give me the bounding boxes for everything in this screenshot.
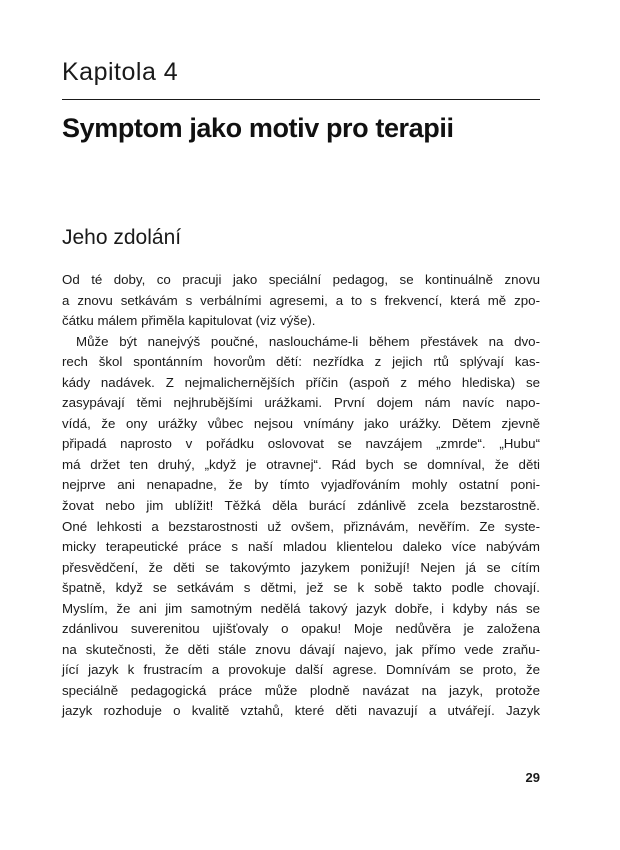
- text-line: jící jazyk k frustracím a provokuje další agrese. Domnívám se proto, že: [62, 662, 540, 678]
- text-line: připadá naprosto v pořádku oslovovat se navzájem „zmrde“. „Hubu“: [62, 436, 540, 452]
- text-line: jazyk rozhoduje o kvalitě vztahů, které děti navazují a utvářejí. Jazyk: [62, 703, 540, 719]
- body-text: [62, 270, 540, 722]
- text-line: rech škol spontánním hovorům dětí: nezřídka z jejich rtů splývají kas-: [62, 354, 540, 370]
- text-line: a znovu setkávám s verbálními agresemi, a to s frekvencí, která mě zpo-: [62, 292, 540, 308]
- chapter-rule: [62, 99, 540, 100]
- text-line: zasypávají těmi nejhrubějšími urážkami. První dojem nám navíc napo-: [62, 395, 540, 411]
- text-line: zdánlivou suverenitou ujišťovaly o opaku! Moje nedůvěra je založena: [62, 621, 540, 637]
- text-line: kády nadávek. Z nejmalichernějších příčin (aspoň z mého hlediska) se: [62, 374, 540, 390]
- text-line: čátku málem přiměla kapitulovat (viz výše).: [62, 313, 316, 329]
- chapter-title: Symptom jako motiv pro terapii: [62, 113, 454, 143]
- text-line: má držet ten druhý, „když je otravnej“. Rád bych se domníval, že děti: [62, 456, 540, 472]
- text-line: žovat nebo jim ublížit! Těžká děla burácí zdánlivě zcela bezstarostně.: [62, 498, 540, 514]
- text-line: speciálně pedagogická práce může plodně navázat na jazyk, protože: [62, 682, 540, 698]
- text-line: Od té doby, co pracuji jako speciální pedagog, se kontinuálně znovu: [62, 272, 540, 287]
- text-line: vídá, že ony urážky vůbec nejsou vnímány jako urážky. Dětem zjevně: [62, 415, 540, 431]
- text-line: Oné lehkosti a bezstarostnosti už ovšem, přiznávám, nevěřím. Ze syste-: [62, 518, 540, 534]
- text-line: micky terapeutické práce s naší mladou klientelou daleko více nabývám: [62, 539, 540, 555]
- page-number: 29: [525, 770, 540, 785]
- text-line: přesvědčení, že děti se takovýmto jazykem ponižují! Nejen já se cítím: [62, 559, 540, 575]
- text-line: Může být nanejvýš poučné, nasloucháme-li během přestávek na dvo-: [76, 333, 540, 349]
- paragraph: [62, 270, 540, 332]
- text-line: nejprve ani nenapadne, že by tímto vyjadřováním mohly ostatní poni-: [62, 477, 540, 493]
- text-line: na skutečnosti, že děti stále znovu dávají najevo, jak přímo vede zraňu-: [62, 641, 540, 657]
- chapter-label: Kapitola 4: [62, 58, 179, 86]
- text-line: Myslím, že ani jim samotným nedělá takový jazyk dobře, i kdyby nás se: [62, 600, 540, 616]
- section-title: Jeho zdolání: [62, 226, 182, 249]
- text-line: špatně, když se setkávám s dětmi, jež se k sobě takto podle chovají.: [62, 580, 540, 596]
- paragraph: [62, 332, 540, 722]
